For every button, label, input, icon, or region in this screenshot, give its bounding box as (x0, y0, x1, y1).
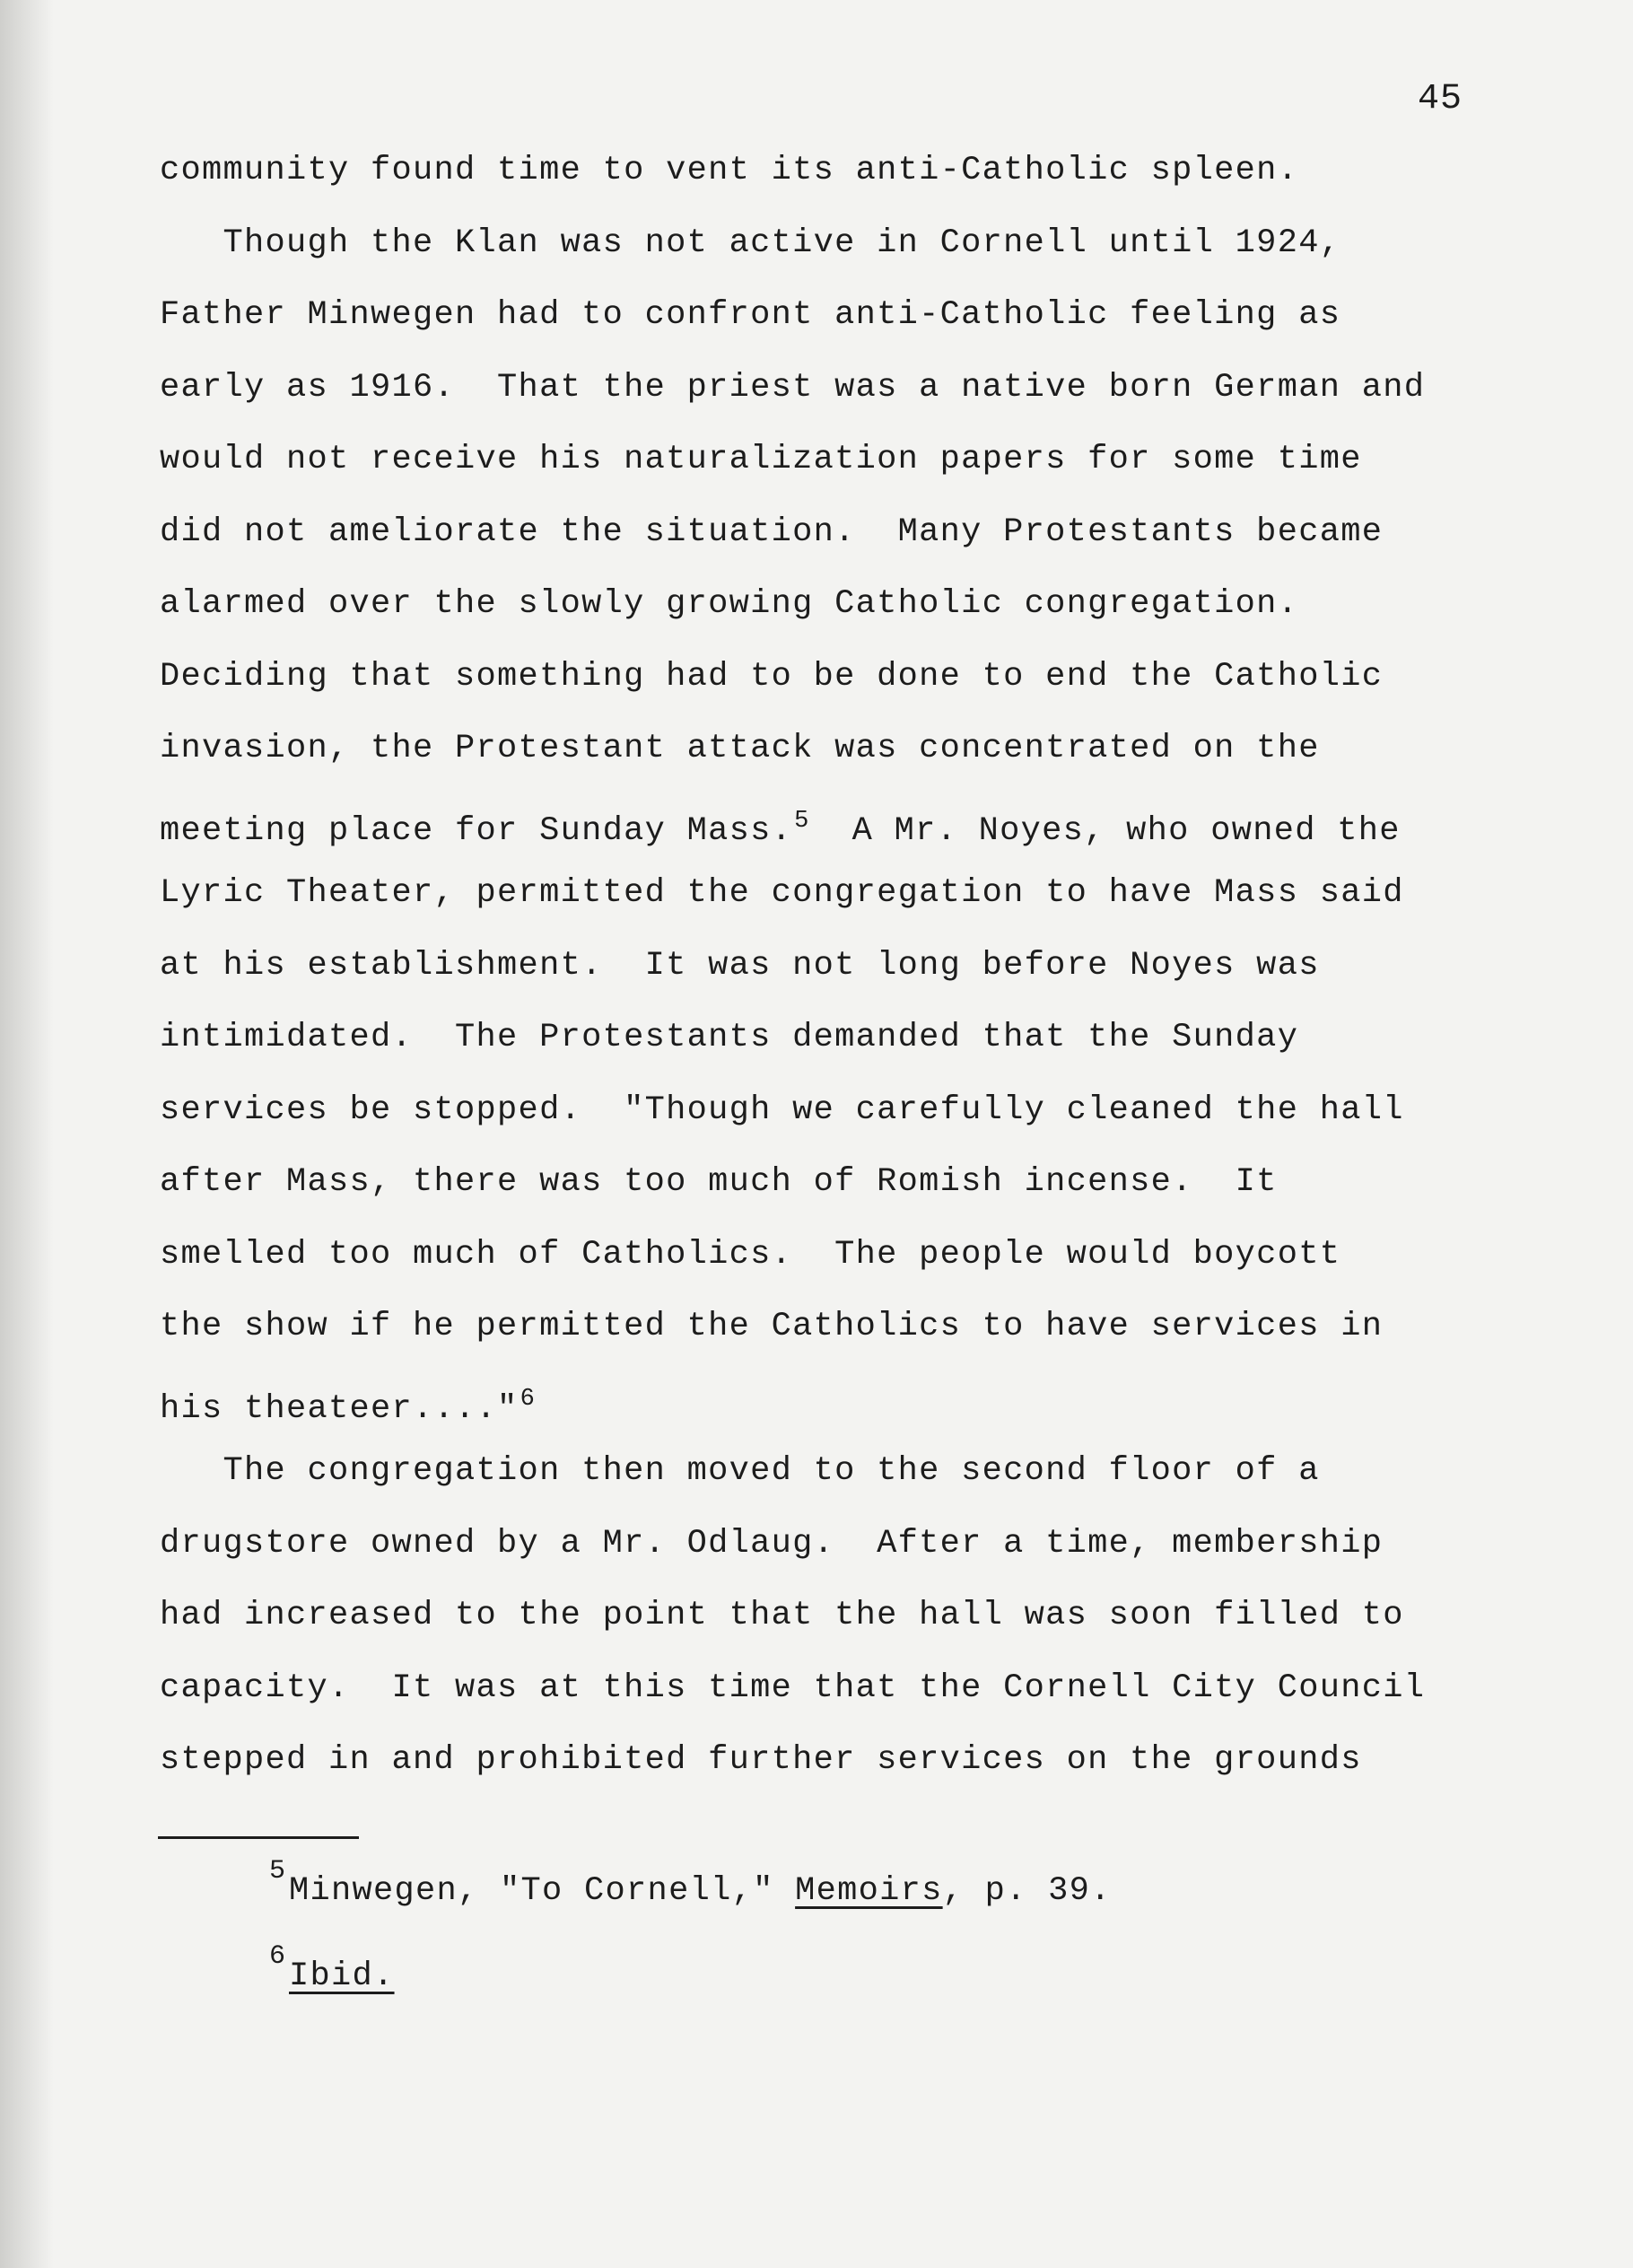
text-line-content: alarmed over the slowly growing Catholic congregation. (160, 585, 1299, 623)
body-text (160, 144, 1479, 1806)
text-line (160, 1733, 1479, 1806)
text-line-content: The congregation then moved to the second floor of a (160, 1452, 1320, 1490)
text-line-content: at his establishment. It was not long before Noyes was (160, 946, 1320, 985)
footnote-title: Ibid. (289, 1957, 395, 1995)
footnote-page: , p. 39. (942, 1872, 1112, 1910)
text-line-content: capacity. It was at this time that the Cornell City Council (160, 1668, 1426, 1707)
text-line (160, 1011, 1479, 1083)
text-line (160, 1661, 1479, 1734)
text-line (160, 866, 1479, 939)
text-line-content: his theateer...." (160, 1389, 519, 1428)
text-line-content: Father Minwegen had to confront anti-Catholic feeling as (160, 296, 1341, 334)
text-line-continuation: A Mr. Noyes, who owned the (809, 811, 1401, 850)
text-line (160, 505, 1479, 578)
footnote (269, 1851, 1112, 1936)
text-line (160, 939, 1479, 1011)
footnote-text (289, 1872, 1112, 1910)
text-line (160, 1589, 1479, 1661)
text-line (160, 216, 1479, 289)
text-line-content: the show if he permitted the Catholics to have services in (160, 1308, 1384, 1345)
footnote-citation: Minwegen, "To Cornell," (289, 1872, 796, 1910)
text-line-content: Lyric Theater, permitted the congregation to have Mass said (160, 874, 1404, 912)
text-line-content: stepped in and prohibited further services on the grounds (160, 1741, 1362, 1779)
text-line (160, 722, 1479, 794)
footnote-separator (158, 1836, 359, 1839)
text-line (160, 1300, 1479, 1372)
text-line-content: community found time to vent its anti-Catholic spleen. (160, 152, 1299, 189)
text-line-content: smelled too much of Catholics. The people would boycott (160, 1235, 1341, 1274)
text-line-content: drugstore owned by a Mr. Odlaug. After a time, membership (160, 1524, 1384, 1563)
footnote-title: Memoirs (795, 1872, 943, 1910)
footnote-number: 5 (269, 1856, 287, 1887)
text-line (160, 794, 1479, 867)
footnote-reference: 6 (520, 1385, 537, 1413)
text-line (160, 650, 1479, 722)
footnotes (269, 1851, 1112, 2021)
page-number: 45 (1418, 79, 1463, 119)
footnote-reference: 5 (794, 807, 810, 835)
text-line (160, 1228, 1479, 1300)
text-line (160, 1372, 1479, 1445)
footnote-text (289, 1957, 395, 1995)
footnote (269, 1936, 1112, 2021)
text-line (160, 1517, 1479, 1589)
text-line-content: early as 1916. That the priest was a native born German and (160, 368, 1426, 407)
text-line (160, 577, 1479, 650)
text-line (160, 361, 1479, 433)
text-line (160, 433, 1479, 505)
footnote-number: 6 (269, 1941, 287, 1972)
text-line-content: invasion, the Protestant attack was concentrated on the (160, 730, 1320, 767)
text-line-content: after Mass, there was too much of Romish incense. It (160, 1163, 1278, 1201)
text-line-content: had increased to the point that the hall was soon filled to (160, 1597, 1404, 1634)
text-line-content: would not receive his naturalization papers for some time (160, 441, 1362, 478)
text-line (160, 1083, 1479, 1156)
text-line (160, 144, 1479, 216)
text-line-content: Deciding that something had to be done to end the Catholic (160, 657, 1384, 696)
text-line-content: Though the Klan was not active in Cornell until 1924, (160, 223, 1341, 262)
text-line-content: intimidated. The Protestants demanded that the Sunday (160, 1019, 1299, 1056)
text-line-content: meeting place for Sunday Mass. (160, 811, 793, 850)
text-line (160, 1155, 1479, 1228)
page-edge-shadow (0, 0, 54, 2268)
text-line (160, 1444, 1479, 1517)
text-line-content: services be stopped. "Though we carefully cleaned the hall (160, 1090, 1404, 1129)
text-line-content: did not ameliorate the situation. Many Protestants became (160, 512, 1384, 551)
text-line (160, 288, 1479, 361)
